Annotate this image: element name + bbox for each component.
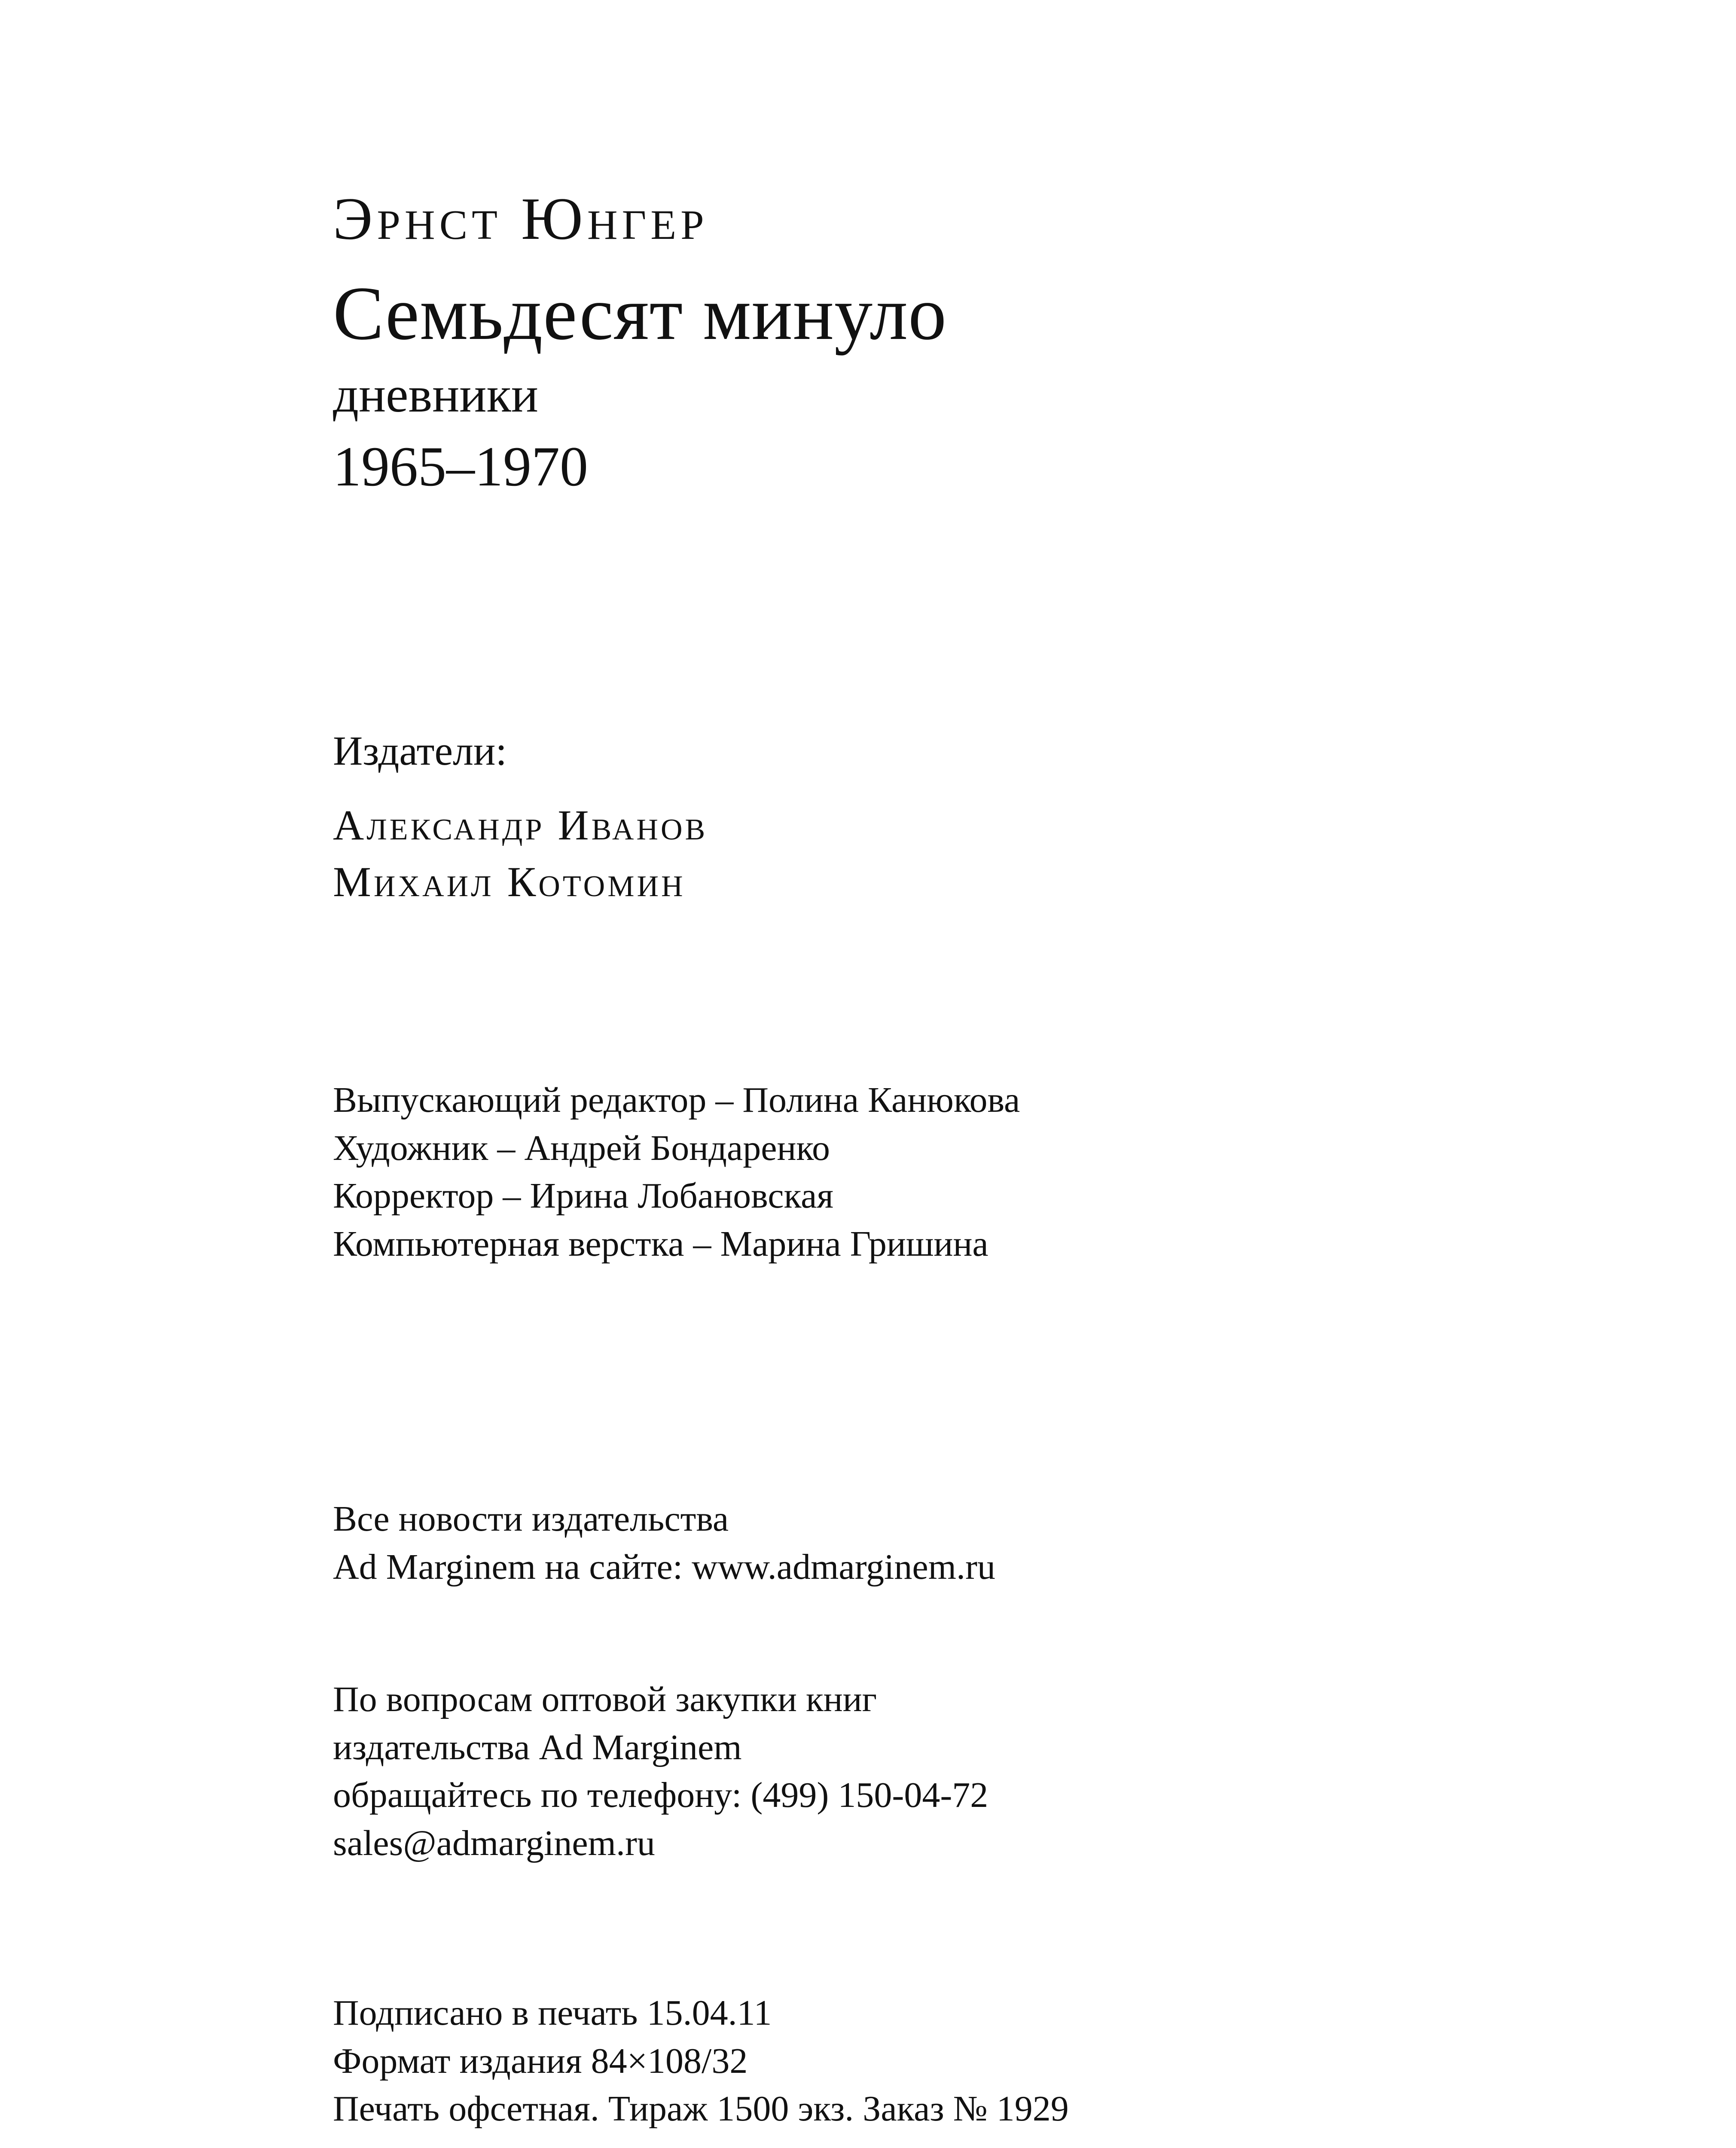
print-info-line: Подписано в печать 15.04.11 (333, 1993, 772, 2033)
book-subtitle: дневники (333, 366, 539, 423)
book-author: Эрнст Юнгер (333, 186, 708, 252)
wholesale-email: sales@admarginem.ru (333, 1823, 655, 1864)
print-info-line: Формат издания 84×108/32 (333, 2041, 748, 2081)
wholesale-block (333, 1675, 988, 1867)
news-line: Ad Marginem на сайте: www.admarginem.ru (333, 1547, 995, 1587)
credit-line: Корректор – Ирина Лобановская (333, 1176, 834, 1216)
publishers-list (333, 797, 708, 910)
publisher-name: Александр Иванов (333, 801, 708, 849)
publishers-label: Издатели: (333, 728, 507, 774)
publisher-name: Михаил Котомин (333, 858, 686, 906)
wholesale-line: По вопросам оптовой закупки книг (333, 1679, 877, 1719)
credits-block (333, 1076, 1020, 1268)
news-line: Все новости издательства (333, 1499, 729, 1539)
credit-line: Компьютерная верстка – Марина Гришина (333, 1224, 989, 1264)
wholesale-line: обращайтесь по телефону: (499) 150-04-72 (333, 1775, 989, 1815)
print-info-block (333, 1989, 1069, 2133)
book-years: 1965–1970 (333, 435, 588, 498)
book-title: Семьдесят минуло (333, 271, 947, 356)
news-block (333, 1495, 995, 1591)
print-info-line: Печать офсетная. Тираж 1500 экз. Заказ № 1929 (333, 2089, 1069, 2129)
credit-line: Художник – Андрей Бондаренко (333, 1128, 830, 1168)
wholesale-line: издательства Ad Marginem (333, 1727, 742, 1767)
credit-line: Выпускающий редактор – Полина Канюкова (333, 1080, 1020, 1120)
